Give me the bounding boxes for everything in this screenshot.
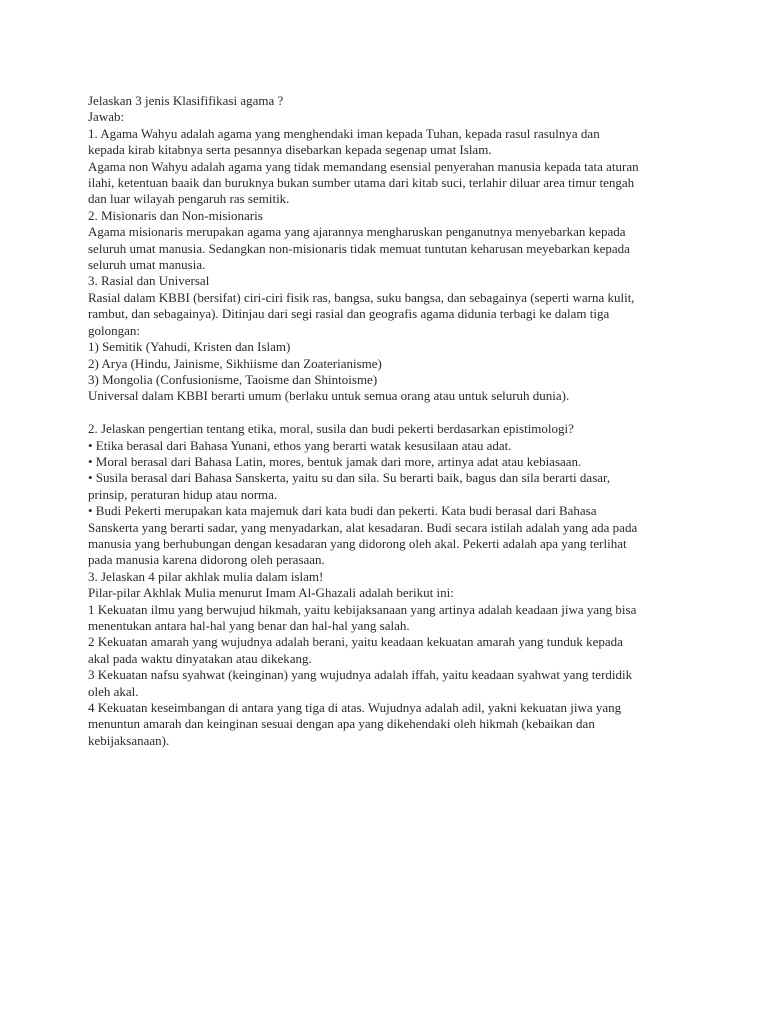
text-line: Universal dalam KBBI berarti umum (berlaku untuk semua orang atau untuk seluruh dunia). [88,388,570,404]
list-item-semitik: 1) Semitik (Yahudi, Kristen dan Islam) [88,339,291,355]
text-line: Agama non Wahyu adalah agama yang tidak memandang esensial penyerahan manusia kepada tata aturan [88,158,639,174]
list-item-arya: 2) Arya (Hindu, Jainisme, Sikhiisme dan Zoaterianisme) [88,355,382,371]
question-2-title: 2. Jelaskan pengertian tentang etika, moral, susila dan budi pekerti berdasarkan epistimologi? [88,421,574,437]
text-line: 1. Agama Wahyu adalah agama yang menghendaki iman kepada Tuhan, kepada rasul rasulnya dan [88,125,600,141]
subheading-misionaris: 2. Misionaris dan Non-misionaris [88,207,263,223]
text-line: golongan: [88,322,140,338]
bullet-item-budi-pekerti: • Budi Pekerti merupakan kata majemuk dari kata budi dan pekerti. Kata budi berasal dari Bahasa [88,503,597,519]
pillar-item-2: 2 Kekuatan amarah yang wujudnya adalah berani, yaitu keadaan kekuatan amarah yang tunduk kepada [88,634,623,650]
question-1-title: Jelaskan 3 jenis Klasififikasi agama ? [88,93,284,108]
text-line: pada manusia karena didorong oleh perasaan. [88,552,325,568]
text-line: oleh akal. [88,683,139,699]
text-line: seluruh umat manusia. Sedangkan non-misionaris tidak memuat tuntutan keharusan meyebarkan kepada [88,240,630,256]
text-line: dan luar wilayah pengaruh ras semitik. [88,191,290,207]
text-line: manusia yang berhubungan dengan kesadaran yang didorong oleh akal. Pekerti adalah apa yang terlihat [88,535,627,551]
pillar-item-4: 4 Kekuatan keseimbangan di antara yang tiga di atas. Wujudnya adalah adil, yakni kekuatan jiwa yang [88,700,622,716]
answer-label: Jawab: [88,109,125,125]
text-line: Pilar-pilar Akhlak Mulia menurut Imam Al-Ghazali adalah berikut ini: [88,585,454,601]
text-line: kebijaksanaan). [88,732,170,748]
text-line: seluruh umat manusia. [88,257,206,273]
question-3-title: 3. Jelaskan 4 pilar akhlak mulia dalam islam! [88,568,324,584]
subheading-rasial-universal: 3. Rasial dan Universal [88,273,210,289]
document-page [88,93,688,749]
text-line: akal pada waktu dinyatakan atau dikekang. [88,650,312,666]
pillar-item-1: 1 Kekuatan ilmu yang berwujud hikmah, yaitu kebijaksanaan yang artinya adalah keadaan jiwa yang bisa [88,601,637,617]
text-line: ilahi, ketentuan baaik dan buruknya bukan sumber utama dari kitab suci, terlahir diluar area timur tengah [88,175,635,191]
text-line: kepada kirab kitabnya serta pesannya disebarkan kepada segenap umat Islam. [88,142,492,158]
bullet-item-susila: • Susila berasal dari Bahasa Sanskerta, yaitu su dan sila. Su berarti baik, bagus dan sila berarti dasar, [88,470,611,486]
bullet-item-etika: • Etika berasal dari Bahasa Yunani, ethos yang berarti watak kesusilaan atau adat. [88,437,512,453]
text-line: prinsip, peraturan hidup atau norma. [88,486,278,502]
bullet-item-moral: • Moral berasal dari Bahasa Latin, mores, bentuk jamak dari more, artinya adat atau kebiasaan. [88,453,582,469]
text-line: Agama misionaris merupakan agama yang ajarannya mengharuskan penganutnya menyebarkan kepada [88,224,626,240]
section-etika-moral-akhlak [88,421,688,749]
paragraph-spacer [88,405,688,421]
section-klasifikasi-agama [88,93,688,405]
text-line: menuntun amarah dan keinginan sesuai dengan apa yang dikehendaki oleh hikmah (kebaikan dan [88,716,595,732]
list-item-mongolia: 3) Mongolia (Confusionisme, Taoisme dan Shintoisme) [88,371,378,387]
text-line: menentukan antara hal-hal yang benar dan hal-hal yang salah. [88,617,410,633]
text-line: Sanskerta yang berarti sadar, yang menyadarkan, alat kesadaran. Budi secara istilah adalah yang ada pada [88,519,638,535]
text-line: rambut, dan sebagainya). Ditinjau dari segi rasial dan geografis agama didunia terbagi ke dalam tiga [88,306,610,322]
pillar-item-3: 3 Kekuatan nafsu syahwat (keinginan) yang wujudnya adalah iffah, yaitu keadaan syahwat yang terdidik [88,667,633,683]
text-line: Rasial dalam KBBI (bersifat) ciri-ciri fisik ras, bangsa, suku bangsa, dan sebagainya (seperti warna kulit, [88,289,635,305]
